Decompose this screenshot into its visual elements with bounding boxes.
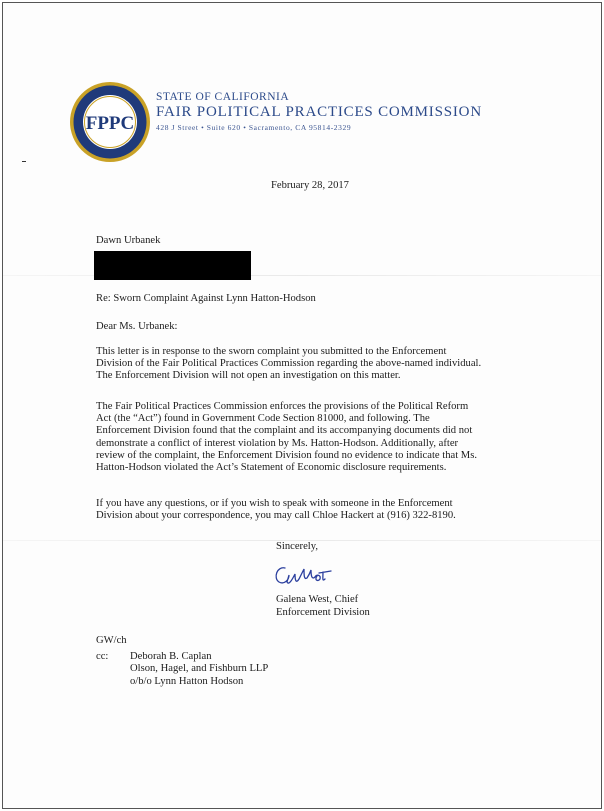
margin-mark [22,161,26,162]
closing: Sincerely, [276,541,318,552]
state-name: STATE OF CALIFORNIA [156,91,290,103]
letterhead [156,91,482,132]
subject-line: Re: Sworn Complaint Against Lynn Hatton-Hodson [96,293,316,304]
paragraph-1: This letter is in response to the sworn complaint you submitted to the Enforcement Division of the Fair Political Practices Commission regarding the above-named individual. The Enforcement Division will not open an investigation on this matter. [96,346,482,382]
salutation: Dear Ms. Urbanek: [96,321,178,332]
svg-text:FPPC: FPPC [85,113,135,134]
commission-name: FAIR POLITICAL PRACTICES COMMISSION [156,104,482,120]
letter-page [2,2,602,809]
fold-line [3,275,601,276]
signer-name: Galena West, Chief [276,594,359,605]
redacted-address [94,251,251,280]
typist-initials: GW/ch [96,635,127,646]
recipient-name: Dawn Urbanek [96,235,161,246]
cc-label: cc: [96,651,109,662]
paragraph-2: The Fair Political Practices Commission enforces the provisions of the Political Reform Act (the “Act”) found in Government Code Section 81000, and following. The Enforcement Division found that the complaint and its accompanying documents did not demonstrate a conflict of interest violation by Ms. Hatton-Hodson. Additionally, after review of the complaint, the Enforcement Division found no evidence to indicate that Ms. Hatton-Hodson violated the Act’s Statement of Economic disclosure requirements. [96,401,477,474]
fppc-seal-logo [69,81,151,163]
signature [271,560,351,590]
cc-recipients: Deborah B. Caplan Olson, Hagel, and Fishburn LLP o/b/o Lynn Hatton Hodson [130,651,269,687]
letter-date: February 28, 2017 [271,180,349,191]
signer-title: Enforcement Division [276,607,370,618]
paragraph-3: If you have any questions, or if you wish to speak with someone in the Enforcement Division about your correspondence, you may call Chloe Hackert at (916) 322-8190. [96,498,456,522]
commission-address: 428 J Street • Suite 620 • Sacramento, CA 95814-2329 [156,123,352,132]
